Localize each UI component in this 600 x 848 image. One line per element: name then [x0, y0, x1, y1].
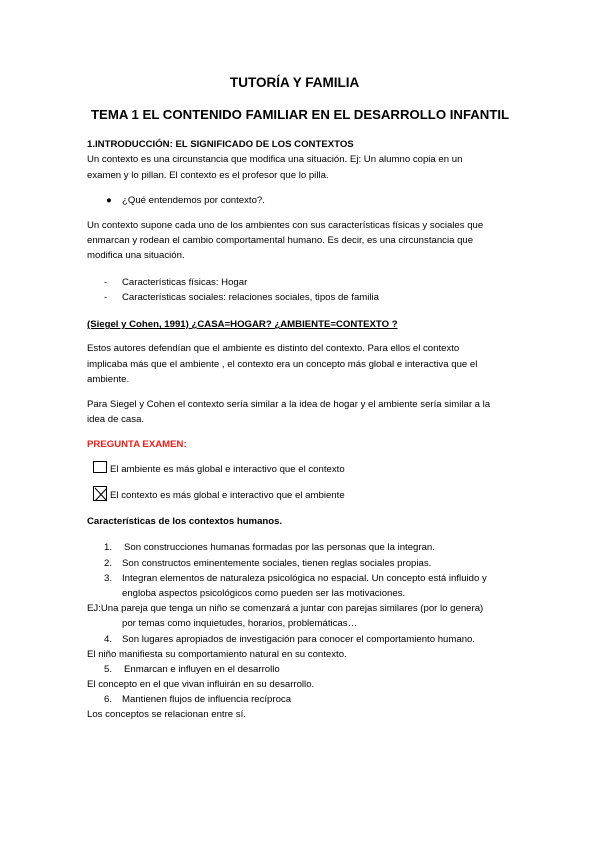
siegel-heading: (Siegel y Cohen, 1991) ¿CASA=HOGAR? ¿AMBIENTE=CONTEXTO ?: [87, 319, 398, 330]
authors-line-1: Estos autores defendían que el ambiente es distinto del contexto. Para ellos el contexto: [87, 343, 460, 354]
characteristics-heading: Características de los contextos humanos.: [87, 516, 283, 527]
bullet-icon: ●: [106, 195, 112, 206]
list-item: Mantienen flujos de influencia recíproca: [122, 694, 292, 705]
list-item: Enmarcan e influyen en el desarrollo: [124, 664, 280, 675]
definition-line-3: modifica una situación.: [87, 250, 185, 261]
intro-line-2: examen y lo pillan. El contexto es el profesor que lo pilla.: [87, 170, 329, 181]
document-title: TUTORÍA Y FAMILIA: [230, 75, 360, 90]
list-note: El concepto en el que vivan influirán en su desarrollo.: [87, 679, 315, 690]
siegel-cohen-line-2: idea de casa.: [87, 414, 145, 425]
definition-line-2: enmarcan y rodean el cambio comportamental humano. Es decir, es una circunstancia que: [87, 235, 474, 246]
list-item: Son construcciones humanas formadas por las personas que la integran.: [124, 542, 435, 553]
list-number: 4.: [104, 634, 113, 645]
siegel-cohen-line-1: Para Siegel y Cohen el contexto sería similar a la idea de hogar y el ambiente sería similar a la: [87, 399, 491, 410]
topic-heading: TEMA 1 EL CONTENIDO FAMILIAR EN EL DESARROLLO INFANTIL: [91, 107, 510, 122]
intro-line-1: Un contexto es una circunstancia que modifica una situación. Ej: Un alumno copia en un: [87, 154, 463, 165]
authors-line-2: implicaba más que el ambiente , el contexto era un concepto más global e interactiva que el: [87, 359, 478, 370]
list-item-continuation: engloba aspectos psicológicos como pueden ser las motivaciones.: [122, 588, 406, 599]
definition-line-1: Un contexto supone cada uno de los ambientes con sus características físicas y sociales que: [87, 220, 484, 231]
list-note: Los conceptos se relacionan entre sí.: [87, 709, 246, 720]
dash-item: Características sociales: relaciones sociales, tipos de familia: [122, 292, 380, 303]
list-number: 5.: [104, 664, 113, 675]
checked-box-icon: [93, 486, 107, 501]
unchecked-box-icon: [93, 461, 107, 473]
question-bullet: ¿Qué entendemos por contexto?.: [122, 195, 265, 206]
example-line-1: EJ:Una pareja que tenga un niño se comenzará a juntar con parejas similares (por lo genera): [87, 603, 484, 614]
list-number: 2.: [104, 558, 113, 569]
intro-heading: 1.INTRODUCCIÓN: EL SIGNIFICADO DE LOS CONTEXTOS: [87, 139, 354, 150]
dash-item: Características físicas: Hogar: [122, 277, 248, 288]
example-line-2: por temas como inquietudes, horarios, problemáticas…: [122, 618, 358, 629]
list-item: Integran elementos de naturaleza psicológica no espacial. Un concepto está influido y: [122, 573, 487, 584]
list-number: 1.: [104, 542, 113, 553]
dash-icon: -: [104, 292, 108, 303]
exam-option-a: El ambiente es más global e interactivo que el contexto: [110, 464, 345, 475]
authors-line-3: ambiente.: [87, 374, 130, 385]
exam-option-b: El contexto es más global e interactivo que el ambiente: [110, 490, 345, 501]
dash-icon: -: [104, 277, 108, 288]
list-number: 3.: [104, 573, 113, 584]
list-note: El niño manifiesta su comportamiento natural en su contexto.: [87, 649, 347, 660]
list-item: Son lugares apropiados de investigación para conocer el comportamiento humano.: [122, 634, 476, 645]
list-number: 6.: [104, 694, 113, 705]
list-item: Son constructos eminentemente sociales, tienen reglas sociales propias.: [122, 558, 432, 569]
exam-label: PREGUNTA EXAMEN:: [87, 439, 187, 450]
